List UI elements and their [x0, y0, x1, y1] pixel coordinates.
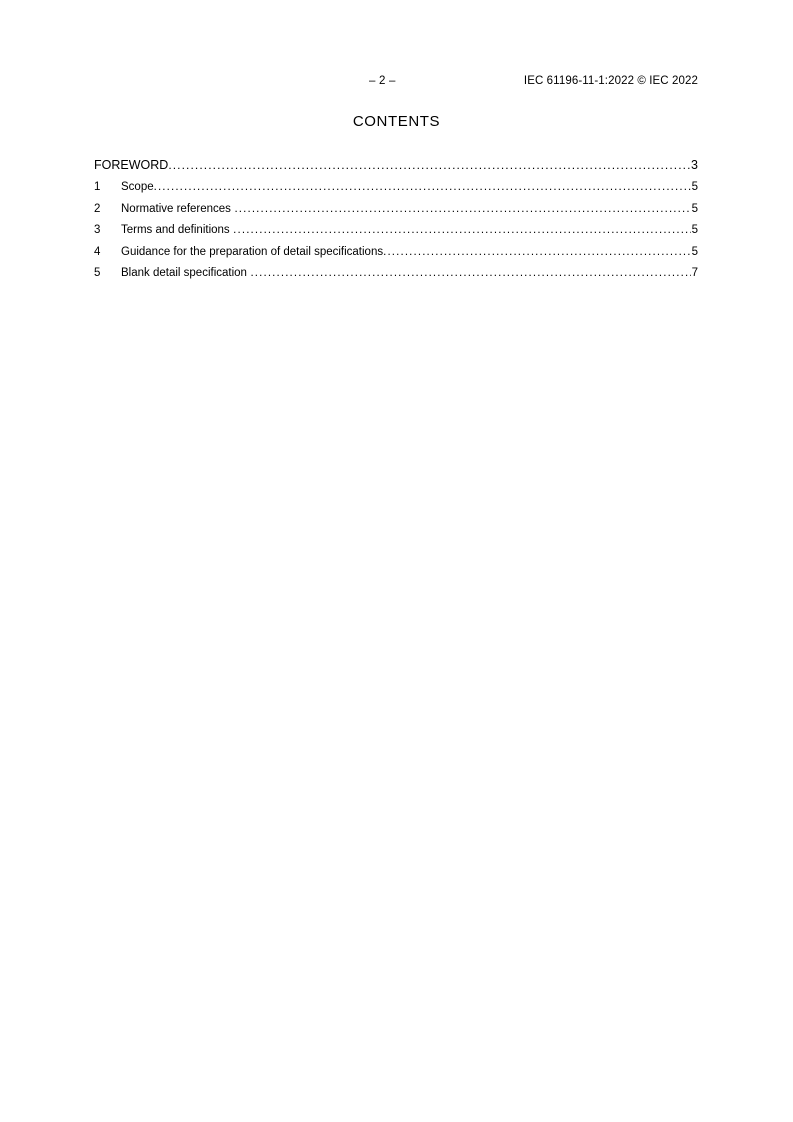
table-of-contents: [94, 158, 698, 289]
toc-entry[interactable]: [94, 224, 698, 246]
toc-dot-leader: [230, 224, 691, 236]
page-folio: – 2 –: [369, 75, 396, 87]
toc-entry-number: 1: [94, 181, 101, 193]
toc-dot-leader: [154, 181, 691, 193]
toc-entry[interactable]: [94, 158, 698, 181]
toc-dot-leader: [168, 158, 691, 171]
toc-entry-label: FOREWORD: [94, 158, 169, 172]
toc-dot-leader: [383, 246, 691, 258]
toc-dot-leader: [247, 267, 691, 279]
toc-entry-number: 2: [94, 202, 101, 215]
toc-entry-label: Terms and definitions: [121, 224, 230, 236]
toc-entry-number: 5: [94, 267, 101, 279]
toc-dot-leader: [231, 203, 691, 215]
toc-entry-label: Blank detail specification: [121, 267, 247, 279]
toc-entry-page-number: 5: [691, 245, 698, 258]
toc-entry[interactable]: [94, 246, 698, 268]
toc-entry-page-number: 5: [691, 224, 698, 236]
standard-reference: IEC 61196-11-1:2022 © IEC 2022: [523, 75, 698, 87]
toc-entry-number: 3: [94, 224, 101, 236]
toc-entry-page-number: 5: [691, 181, 698, 193]
toc-entry[interactable]: [94, 203, 698, 225]
toc-entry-label: Normative references: [121, 202, 231, 215]
toc-entry-label: Guidance for the preparation of detail specifications: [121, 245, 384, 258]
running-header: [94, 75, 698, 91]
toc-entry-page-number: 3: [691, 158, 698, 172]
toc-entry-page-number: 5: [691, 202, 698, 215]
toc-entry[interactable]: [94, 267, 698, 289]
toc-entry-number: 4: [94, 245, 101, 258]
page-title: CONTENTS: [352, 113, 441, 130]
toc-entry-label: Scope: [121, 181, 154, 193]
toc-entry-page-number: 7: [691, 267, 698, 279]
toc-entry[interactable]: [94, 181, 698, 203]
